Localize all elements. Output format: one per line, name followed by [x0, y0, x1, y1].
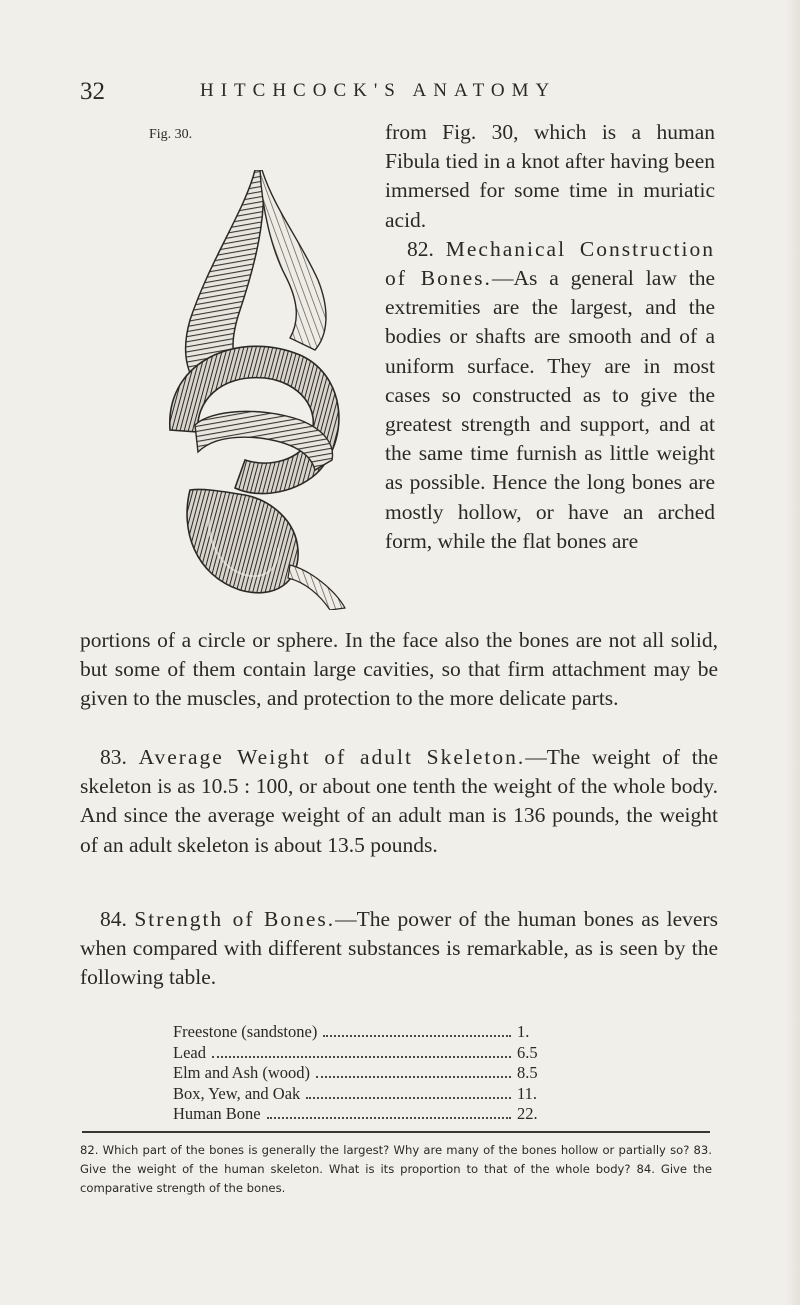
paragraph-83	[80, 743, 718, 860]
paragraph-83-title: Average Weight of adult Skeleton.	[138, 745, 526, 769]
table-cell-name: Elm and Ash (wood)	[173, 1063, 311, 1082]
leader-dots	[212, 1056, 511, 1058]
table-cell-name: Human Bone	[173, 1104, 261, 1123]
paragraph-82-number: 82.	[407, 236, 434, 261]
paragraph-82-title: Mechanical Construction of Bones.	[385, 236, 716, 291]
table-cell-name: Freestone (sandstone)	[173, 1022, 318, 1041]
page-header	[80, 78, 720, 108]
paragraph-84	[80, 905, 718, 993]
leader-dots	[323, 1035, 511, 1037]
table-row	[173, 1084, 545, 1105]
leader-dots	[306, 1097, 511, 1099]
paragraph-fig-intro-and-82	[385, 118, 715, 556]
page-number: 32	[80, 78, 105, 105]
footnote-divider	[82, 1131, 710, 1133]
table-cell-name: Lead	[173, 1042, 206, 1062]
table-cell-name: Box, Yew, and Oak	[173, 1083, 301, 1103]
paragraph-84-number: 84.	[100, 907, 127, 931]
table-cell-value: 8.5	[517, 1063, 538, 1082]
paragraph-fig-intro: from Fig. 30, which is a human Fibula tied in a knot after having been immersed for some time in muriatic acid.	[385, 120, 715, 232]
running-head: HITCHCOCK'S ANATOMY	[200, 80, 557, 101]
table-row	[173, 1043, 545, 1064]
table-cell-value: 1.	[517, 1022, 530, 1041]
strength-table	[173, 1022, 545, 1125]
paragraph-84-text: —The power of the human bones as levers when compared with different substances is remarkable, as is seen by the following table.	[80, 907, 718, 990]
paragraph-82-text: —As a general law the extremities are the largest, and the bodies or shafts are smooth and of a uniform surface. They are in most cases so constructed as to give the greatest strength and support, and at the same time furnish as little weight as possible. Hence the long bones are mostly hollow, or have an arched form, while the flat bones are	[385, 266, 715, 553]
table-row	[173, 1063, 545, 1084]
table-row	[173, 1022, 545, 1043]
figure-label: Fig. 30.	[149, 127, 193, 142]
table-cell-value: 11.	[517, 1083, 538, 1103]
table-row	[173, 1104, 545, 1125]
knotted-fibula-illustration	[150, 170, 350, 610]
paragraph-82	[385, 235, 715, 556]
paragraph-84-title: Strength of Bones.	[134, 907, 336, 931]
paragraph-83-text: —The weight of the skeleton is as 10.5 : 100, or about one tenth the weight of the whole body. And since the average weight of an adult man is 136 pounds, the weight of an adult skeleton is about 13.5 pounds.	[80, 745, 718, 857]
leader-dots	[316, 1076, 511, 1078]
paragraph-83-number: 83.	[100, 745, 127, 769]
table-cell-value: 6.5	[517, 1042, 538, 1062]
paragraph-82-continued: portions of a circle or sphere. In the face also the bones are not all solid, but some of them contain large cavities, so that firm attachment may be given to the muscles, and protection to the more delicate parts.	[80, 628, 718, 711]
page-edge-shadow	[786, 0, 800, 1305]
review-questions: 82. Which part of the bones is generally the largest? Why are many of the bones hollow or partially so? 83. Give the weight of the human skeleton. What is its proportion to that of the whole body? 84. Give the comparative strength of the bones.	[80, 1143, 712, 1195]
table-cell-value: 22.	[517, 1104, 538, 1123]
leader-dots	[267, 1117, 511, 1119]
